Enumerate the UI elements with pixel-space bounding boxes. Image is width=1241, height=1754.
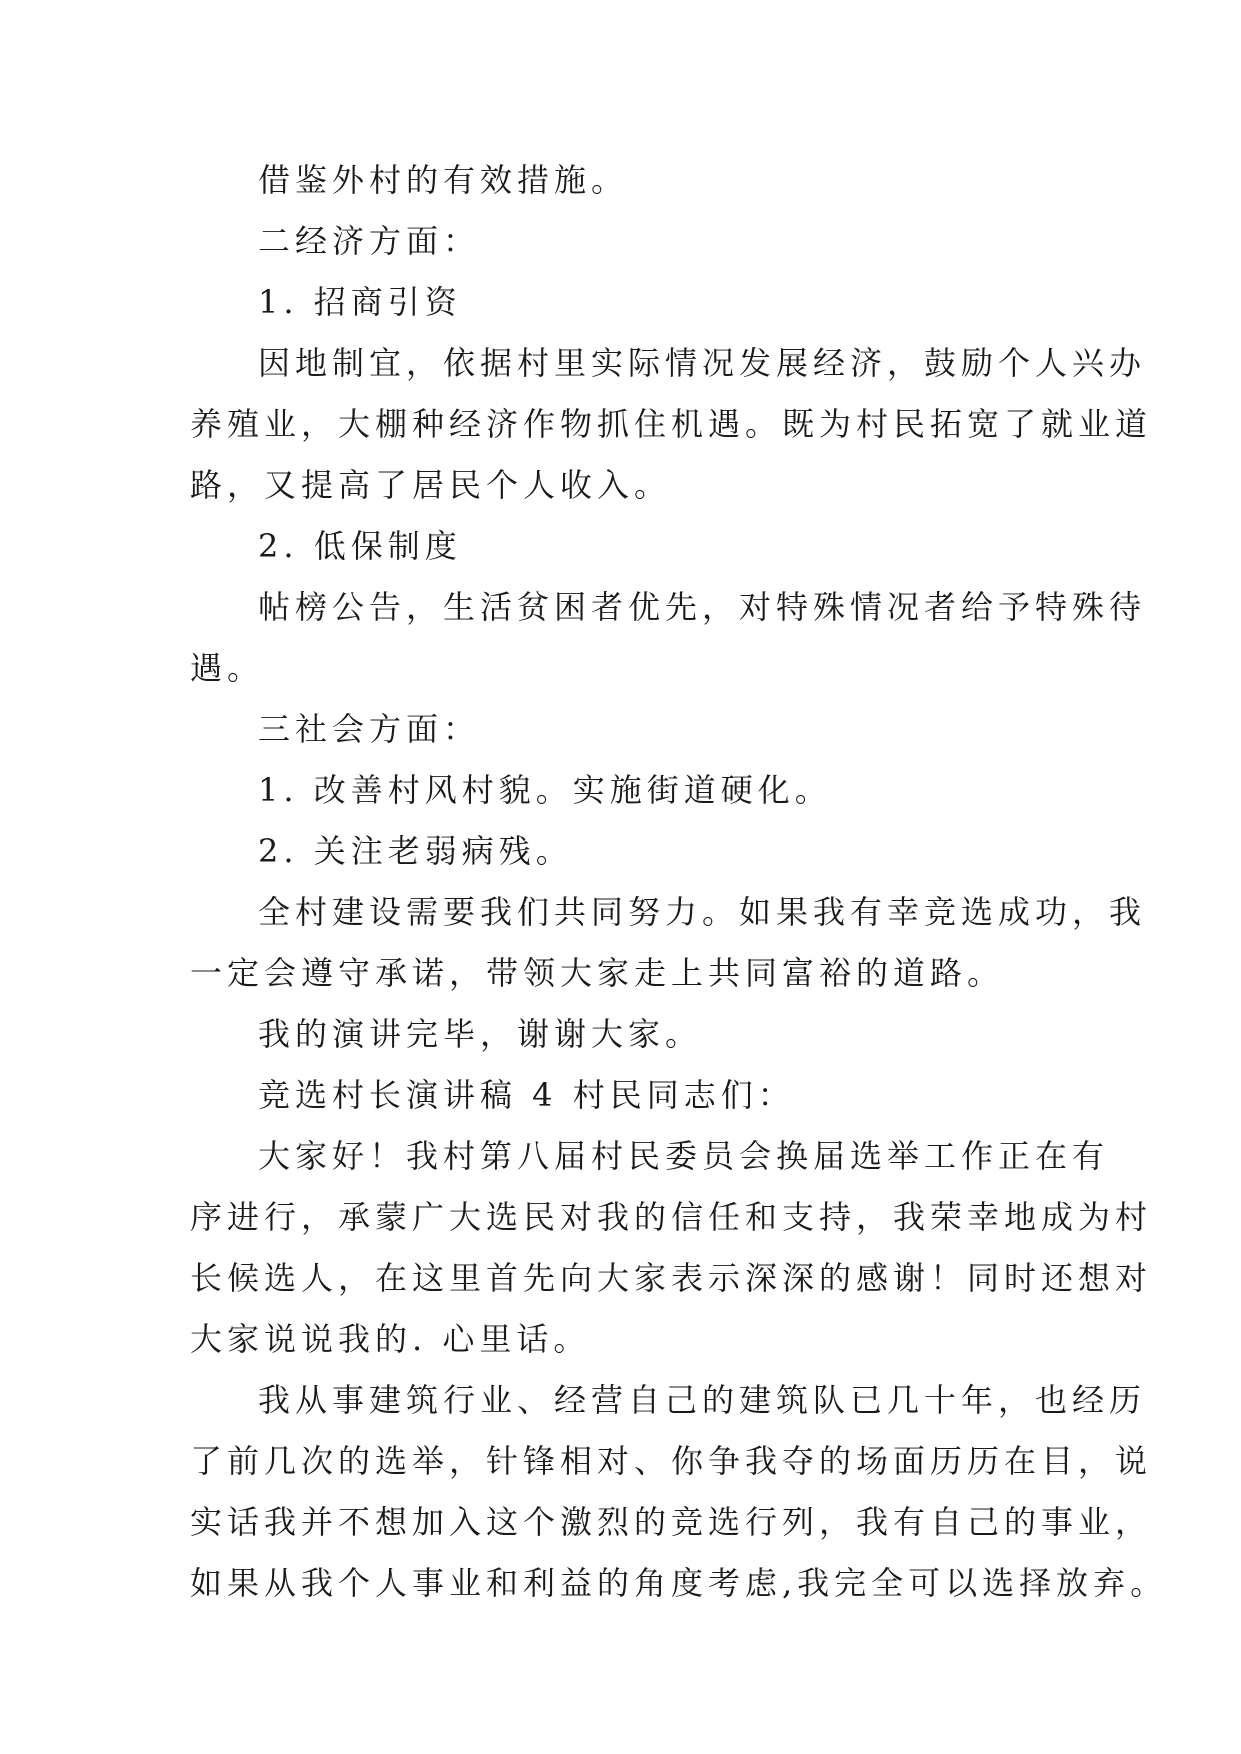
text-line: 1. 改善村风村貌。实施街道硬化。 [258,771,832,809]
text-line: 序进行，承蒙广大选民对我的信任和支持，我荣幸地成为村 [190,1198,1153,1236]
text-line: 我从事建筑行业、经营自己的建筑队已几十年，也经历 [258,1381,1147,1419]
text-line: 大家好！我村第八届村民委员会换届选举工作正在有 [258,1137,1110,1175]
text-line: 大家说说我的. 心里话。 [190,1320,591,1358]
text-line: 养殖业，大棚种经济作物抓住机遇。既为村民拓宽了就业道 [190,405,1153,443]
text-line: 我的演讲完毕，谢谢大家。 [258,1015,703,1053]
text-line: 借鉴外村的有效措施。 [258,161,629,199]
text-line: 竞选村长演讲稿 4 村民同志们： [258,1076,795,1114]
text-line: 全村建设需要我们共同努力。如果我有幸竞选成功，我 [258,893,1147,931]
text-line: 二经济方面： [258,222,481,260]
text-line: 因地制宜，依据村里实际情况发展经济，鼓励个人兴办 [258,344,1147,382]
text-line: 帖榜公告，生活贫困者优先，对特殊情况者给予特殊待 [258,588,1147,626]
text-line: 了前几次的选举，针锋相对、你争我夺的场面历历在目，说 [190,1442,1153,1480]
text-line: 遇。 [190,649,265,687]
document-body [190,150,1168,1614]
text-line: 1. 招商引资 [258,283,462,321]
text-line: 2. 关注老弱病残。 [258,832,573,870]
text-line: 2. 低保制度 [258,527,462,565]
text-line: 三社会方面： [258,710,481,748]
text-line: 路，又提高了居民个人收入。 [190,466,672,504]
text-line: 如果从我个人事业和利益的角度考虑,我完全可以选择放弃。 [190,1564,1168,1602]
text-line: 一定会遵守承诺，带领大家走上共同富裕的道路。 [190,954,1005,992]
text-line: 实话我并不想加入这个激烈的竞选行列，我有自己的事业， [190,1503,1153,1541]
text-line: 长候选人，在这里首先向大家表示深深的感谢！同时还想对 [190,1259,1153,1297]
